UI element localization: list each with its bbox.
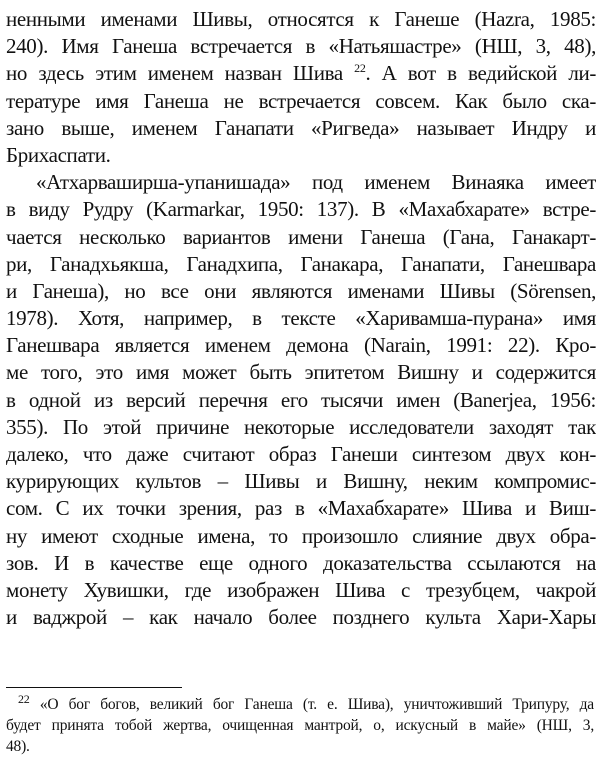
text-line: и Ганеша), но все они являются именами Шивы (Sörensen, bbox=[6, 278, 596, 303]
text-line: зов. И в качестве еще одного доказательства ссылаются на bbox=[6, 550, 596, 575]
text-line: сом. С их точки зрения, раз в «Махабхарате» Шива и Виш- bbox=[6, 496, 596, 521]
text-line: тературе имя Ганеша не встречается совсем. Как было ска- bbox=[6, 88, 596, 113]
text-line: зано выше, именем Ганапати «Ригведа» называет Индру и bbox=[6, 115, 596, 140]
text-line: в виду Рудру (Karmarkar, 1950: 137). В «Махабхарате» встре- bbox=[6, 197, 596, 222]
text-line: Брихаспати. bbox=[6, 142, 111, 167]
body-text bbox=[6, 6, 596, 631]
footnote-number: 22 bbox=[18, 694, 30, 706]
text-line: 240). Имя Ганеша встречается в «Натьяшастре» (НШ, 3, 48), bbox=[6, 34, 596, 59]
text-line: 1978). Хотя, например, в тексте «Харивамша-пурана» имя bbox=[6, 306, 596, 331]
text-span: . А вот в ведийской ли- bbox=[365, 61, 596, 86]
text-line: чается несколько вариантов имени Ганеша (Гана, Ганакарт- bbox=[6, 224, 596, 249]
footnote-reference[interactable]: 22 bbox=[354, 61, 366, 76]
text-line: ну имеют сходные имена, то произошло слияние двух обра- bbox=[6, 523, 596, 548]
text-span: но здесь этим именем назван Шива bbox=[6, 61, 343, 86]
footnote-line: 48). bbox=[6, 738, 30, 755]
footnote-line: будет принята тобой жертва, очищенная мантрой, о, искусный в майе» (НШ, 3, bbox=[6, 717, 594, 734]
footnote-separator bbox=[6, 687, 182, 688]
text-line: «Атхарваширша-упанишада» под именем Винаяка имеет bbox=[36, 170, 596, 195]
text-line bbox=[6, 60, 596, 87]
footnote bbox=[6, 694, 594, 757]
footnote-text: «О бог богов, великий бог Ганеша (т. е. Шива), уничтоживший Трипуру, да bbox=[39, 696, 594, 713]
text-line: курирующих культов – Шивы и Вишну, неким компромис- bbox=[6, 469, 596, 494]
text-line: ме того, это имя может быть эпитетом Вишну и содержится bbox=[6, 360, 596, 385]
text-line: далеко, что даже считают образ Ганеши синтезом двух кон- bbox=[6, 442, 596, 466]
text-line: монету Хувишки, где изображен Шива с трезубцем, чакрой bbox=[6, 577, 596, 602]
footnote-line bbox=[6, 694, 594, 715]
text-line: 355). По этой причине некоторые исследователи заходят так bbox=[6, 414, 596, 439]
text-line: и ваджрой – как начало более позднего культа Хари-Хары bbox=[6, 605, 596, 630]
text-line: в одной из версий перечня его тысячи имен (Banerjea, 1956: bbox=[6, 387, 596, 412]
text-line: ненными именами Шивы, относятся к Ганеше (Hazra, 1985: bbox=[6, 7, 596, 31]
text-line: Ганешвара является именем демона (Narain, 1991: 22). Кро- bbox=[6, 333, 596, 358]
text-line: ри, Ганадхьякша, Ганадхипа, Ганакара, Ганапати, Ганешвара bbox=[6, 251, 596, 276]
